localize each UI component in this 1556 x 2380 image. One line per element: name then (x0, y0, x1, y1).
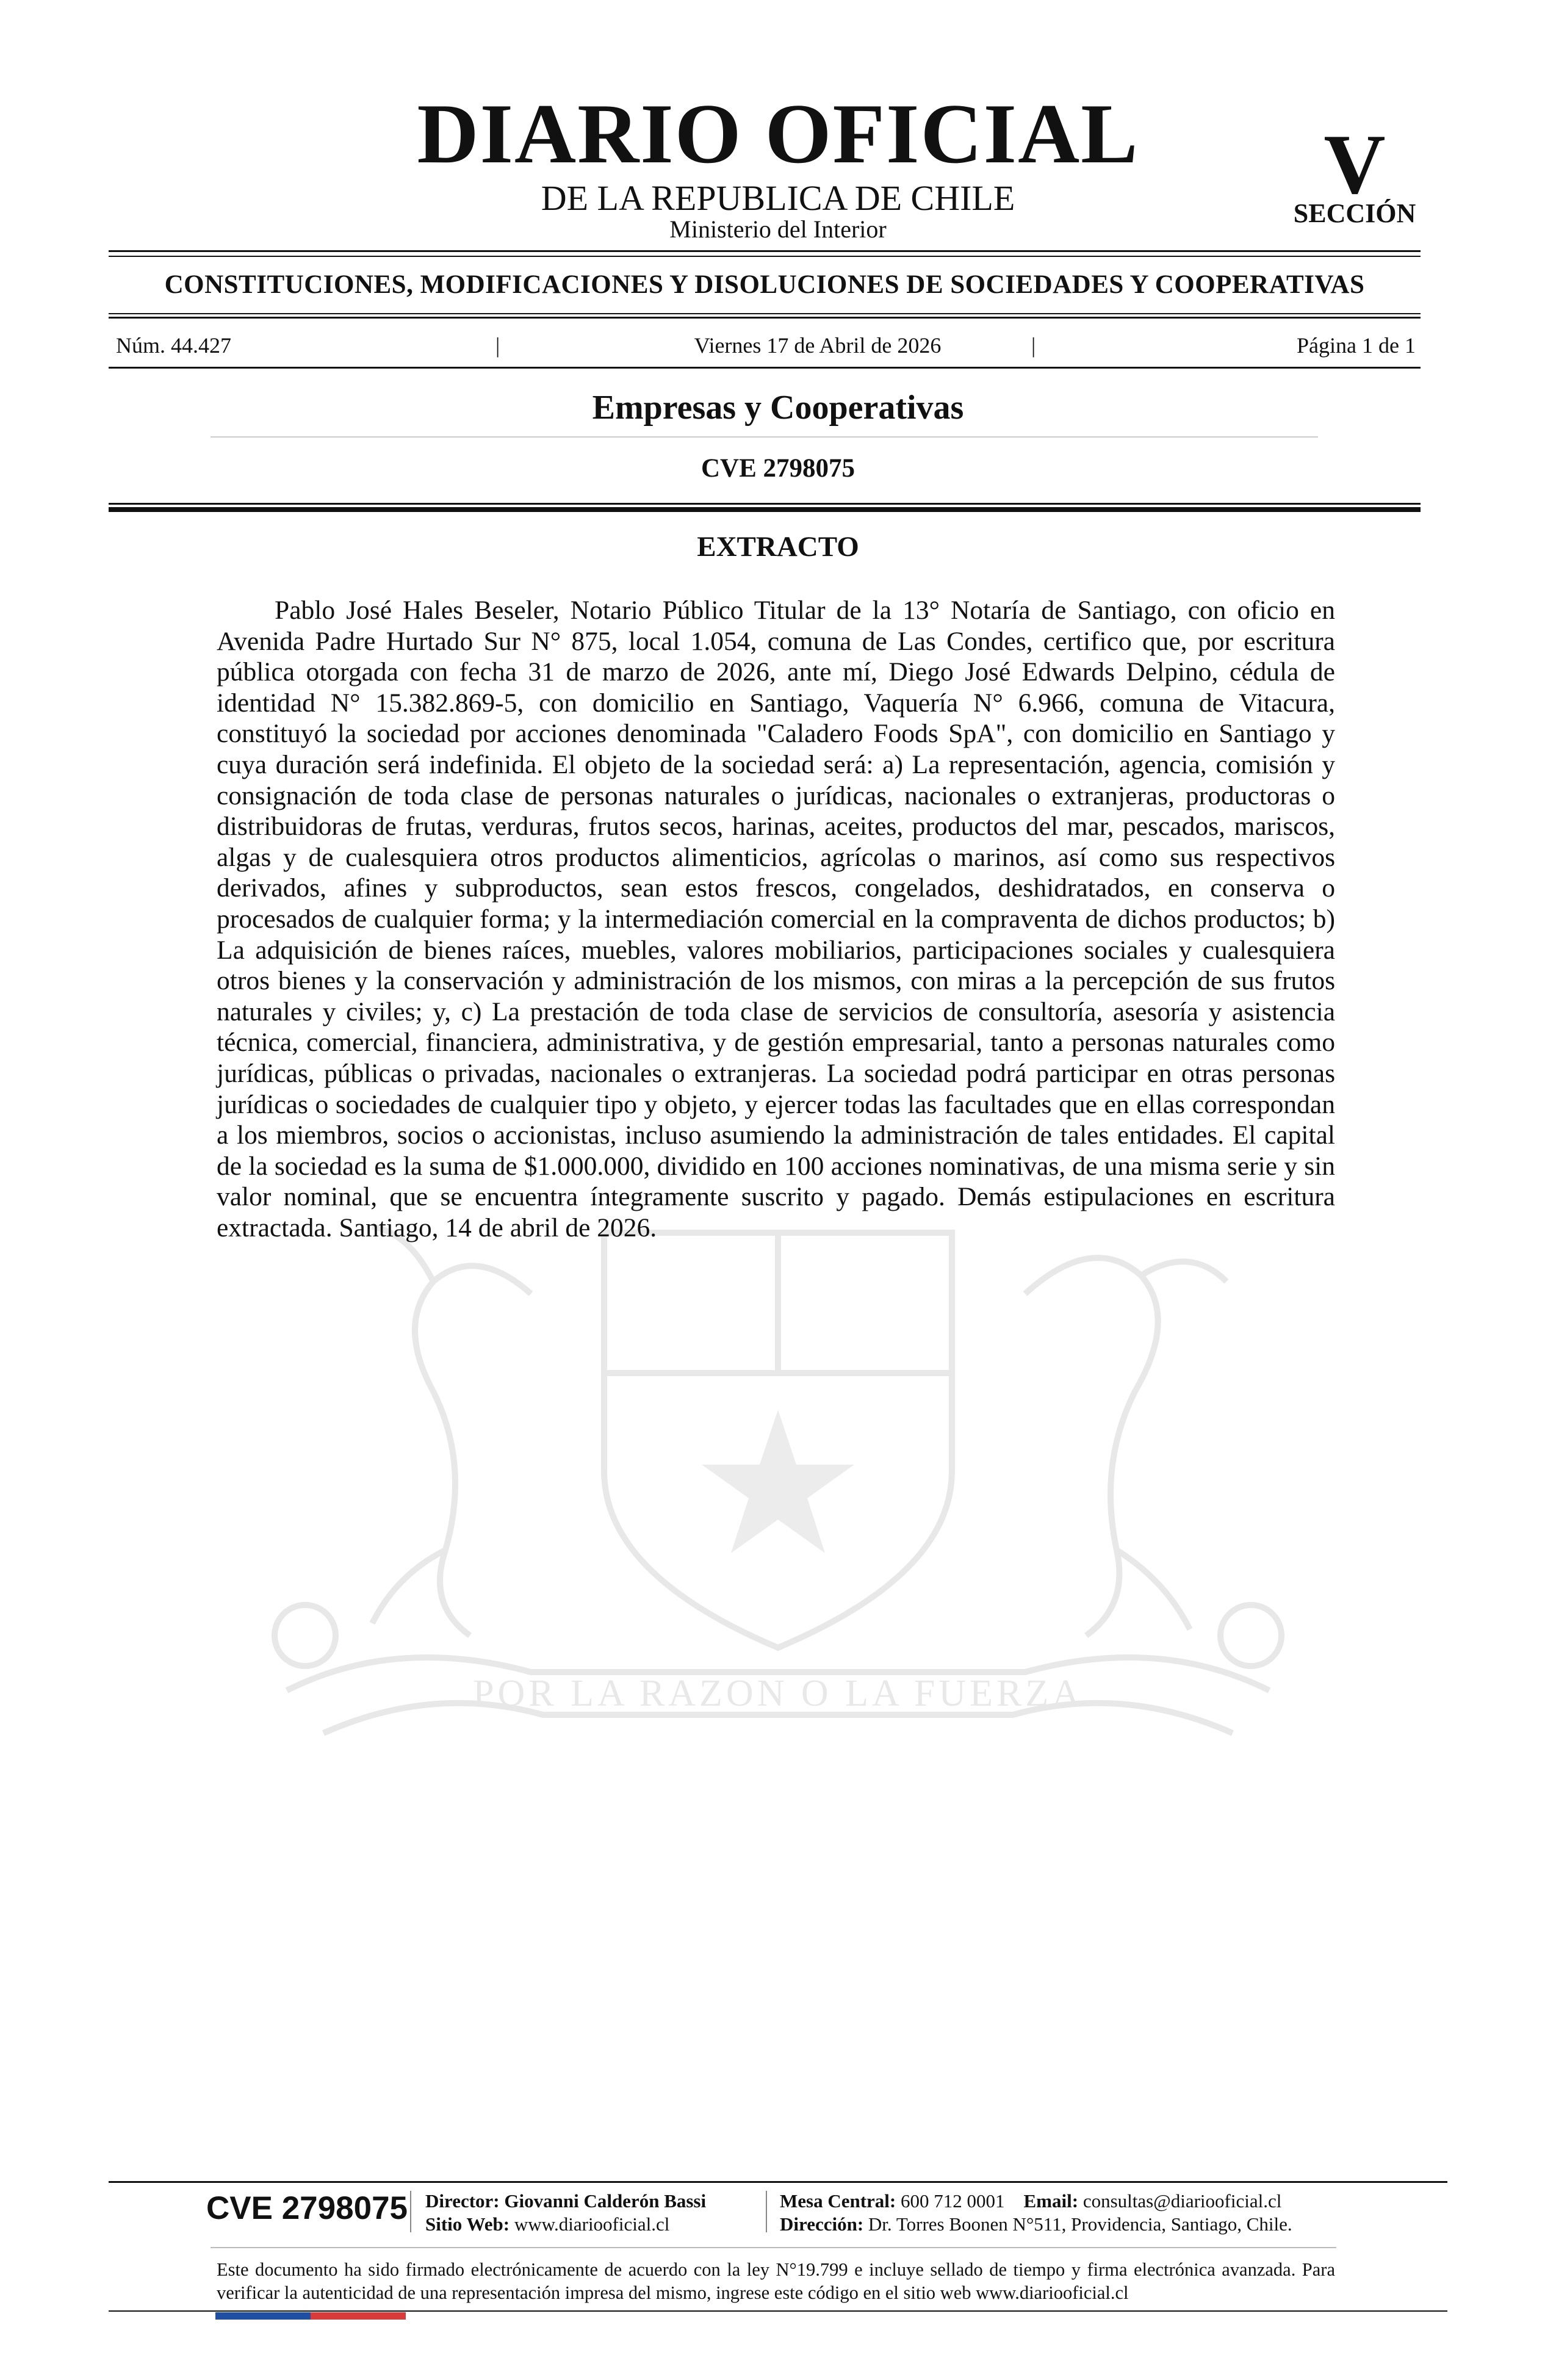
extract-body: Pablo José Hales Beseler, Notario Público Titular de la 13° Notaría de Santiago, con oficio en Avenida Padre Hurtado Sur N° 875, local 1.054, comuna de Las Condes, certifico que, por escritura pública otorgada con fecha 31 de marzo de 2026, ante mí, Diego José Edwards Delpino, cédula de identidad N° 15.382.869-5, con domicilio en Santiago, Vaquería N° 6.966, comuna de Vitacura, constituyó la sociedad por acciones denominada "Caladero Foods SpA", con domicilio en Santiago y cuya duración será indefinida. El objeto de la sociedad será: a) La representación, agencia, comisión y consignación de toda clase de personas naturales o jurídicas, nacionales o extranjeras, productoras o distribuidoras de frutas, verduras, frutos secos, harinas, aceites, productos del mar, pescados, mariscos, algas y de cualesquiera otros productos alimenticios, agrícolas o marinos, así como sus respectivos derivados, afines y subproductos, sean estos frescos, congelados, deshidratados, en conserva o procesados de cualquier forma; y la intermediación comercial en la compraventa de dichos productos; b) La adquisición de bienes raíces, muebles, valores mobiliarios, participaciones sociales y cualesquiera otros bienes y la conservación y administración de los mismos, con miras a la percepción de sus frutos naturales y civiles; y, c) La prestación de toda clase de servicios de consultoría, asesoría y asistencia técnica, comercial, financiera, administrativa, y de gestión empresarial, tanto a personas naturales como jurídicas, públicas o privadas, nacionales o extranjeras. La sociedad podrá participar en otras personas jurídicas o sociedades de cualquier tipo y objeto, y ejercer todas las facultades que en ellas correspondan a los miembros, socios o accionistas, incluso asumiendo la administración de tales entidades. El capital de la sociedad es la suma de $1.000.000, dividido en 100 acciones nominativas, de una misma serie y sin valor nominal, que se encuentra íntegramente suscrito y pagado. Demás estipulaciones en escritura extractada. Santiago, 14 de abril de 2026. (217, 596, 1335, 1242)
document-heading: EXTRACTO (697, 531, 859, 563)
flag-stripe-red (311, 2312, 406, 2320)
issue-separator: | (1031, 333, 1036, 358)
phone-value: 600 712 0001 (901, 2190, 1005, 2212)
footer-cve-code: CVE 2798075 (206, 2190, 408, 2226)
section-number: V (1324, 117, 1386, 212)
category-heading: CONSTITUCIONES, MODIFICACIONES Y DISOLUCIONES DE SOCIEDADES Y COOPERATIVAS (164, 270, 1365, 299)
footer-separator (766, 2191, 767, 2232)
rubric-divider (211, 436, 1318, 438)
masthead-title: DIARIO OFICIAL (417, 87, 1139, 181)
phone-label: Mesa Central: (780, 2190, 896, 2212)
footer-separator (410, 2191, 411, 2232)
watermark-motto: POR LA RAZON O LA FUERZA (472, 1673, 1084, 1714)
cve-code: CVE 2798075 (701, 454, 855, 483)
issue-page: Página 1 de 1 (1297, 333, 1416, 358)
header-divider-thick (109, 507, 1421, 512)
rubric-title: Empresas y Cooperativas (592, 389, 964, 427)
issue-separator: | (495, 333, 500, 358)
category-divider (109, 317, 1421, 319)
director-name: Giovanni Calderón Bassi (504, 2190, 707, 2212)
address-label: Dirección: (780, 2213, 864, 2235)
address-value: Dr. Torres Boonen N°511, Providencia, Santiago, Chile. (868, 2213, 1292, 2235)
coat-of-arms-icon (214, 1208, 1342, 1758)
section-label: SECCIÓN (1293, 198, 1416, 228)
masthead-ministry: Ministerio del Interior (669, 215, 887, 243)
issue-number: Núm. 44.427 (116, 333, 231, 358)
masthead-divider-thin (109, 256, 1421, 257)
issue-info-row (116, 334, 1416, 356)
director-label: Director: (425, 2190, 500, 2212)
masthead-divider (109, 250, 1421, 252)
footer-inner-divider (211, 2247, 1336, 2248)
footer-bottom-divider (109, 2310, 1447, 2312)
header-divider (109, 503, 1421, 505)
footer-director-block (425, 2190, 706, 2236)
email-link[interactable]: consultas@diariooficial.cl (1082, 2190, 1282, 2212)
info-divider (109, 367, 1421, 369)
footer-contact-block (780, 2190, 1292, 2236)
footer-legal-notice: Este documento ha sido firmado electrónicamente de acuerdo con la ley N°19.799 e incluye sellado de tiempo y firma electrónica avanzada. Para verificar la autenticidad de una representación impresa del mismo, ingrese este código en el sitio web www.diariooficial.cl (217, 2259, 1335, 2303)
category-divider-thin (109, 313, 1421, 314)
footer-divider (109, 2181, 1447, 2183)
masthead-subtitle: DE LA REPUBLICA DE CHILE (541, 178, 1015, 218)
issue-date: Viernes 17 de Abril de 2026 (694, 333, 942, 358)
email-label: Email: (1023, 2190, 1079, 2212)
web-link[interactable]: www.diariooficial.cl (514, 2213, 670, 2235)
web-label: Sitio Web: (425, 2213, 510, 2235)
flag-stripe-blue (215, 2312, 311, 2320)
